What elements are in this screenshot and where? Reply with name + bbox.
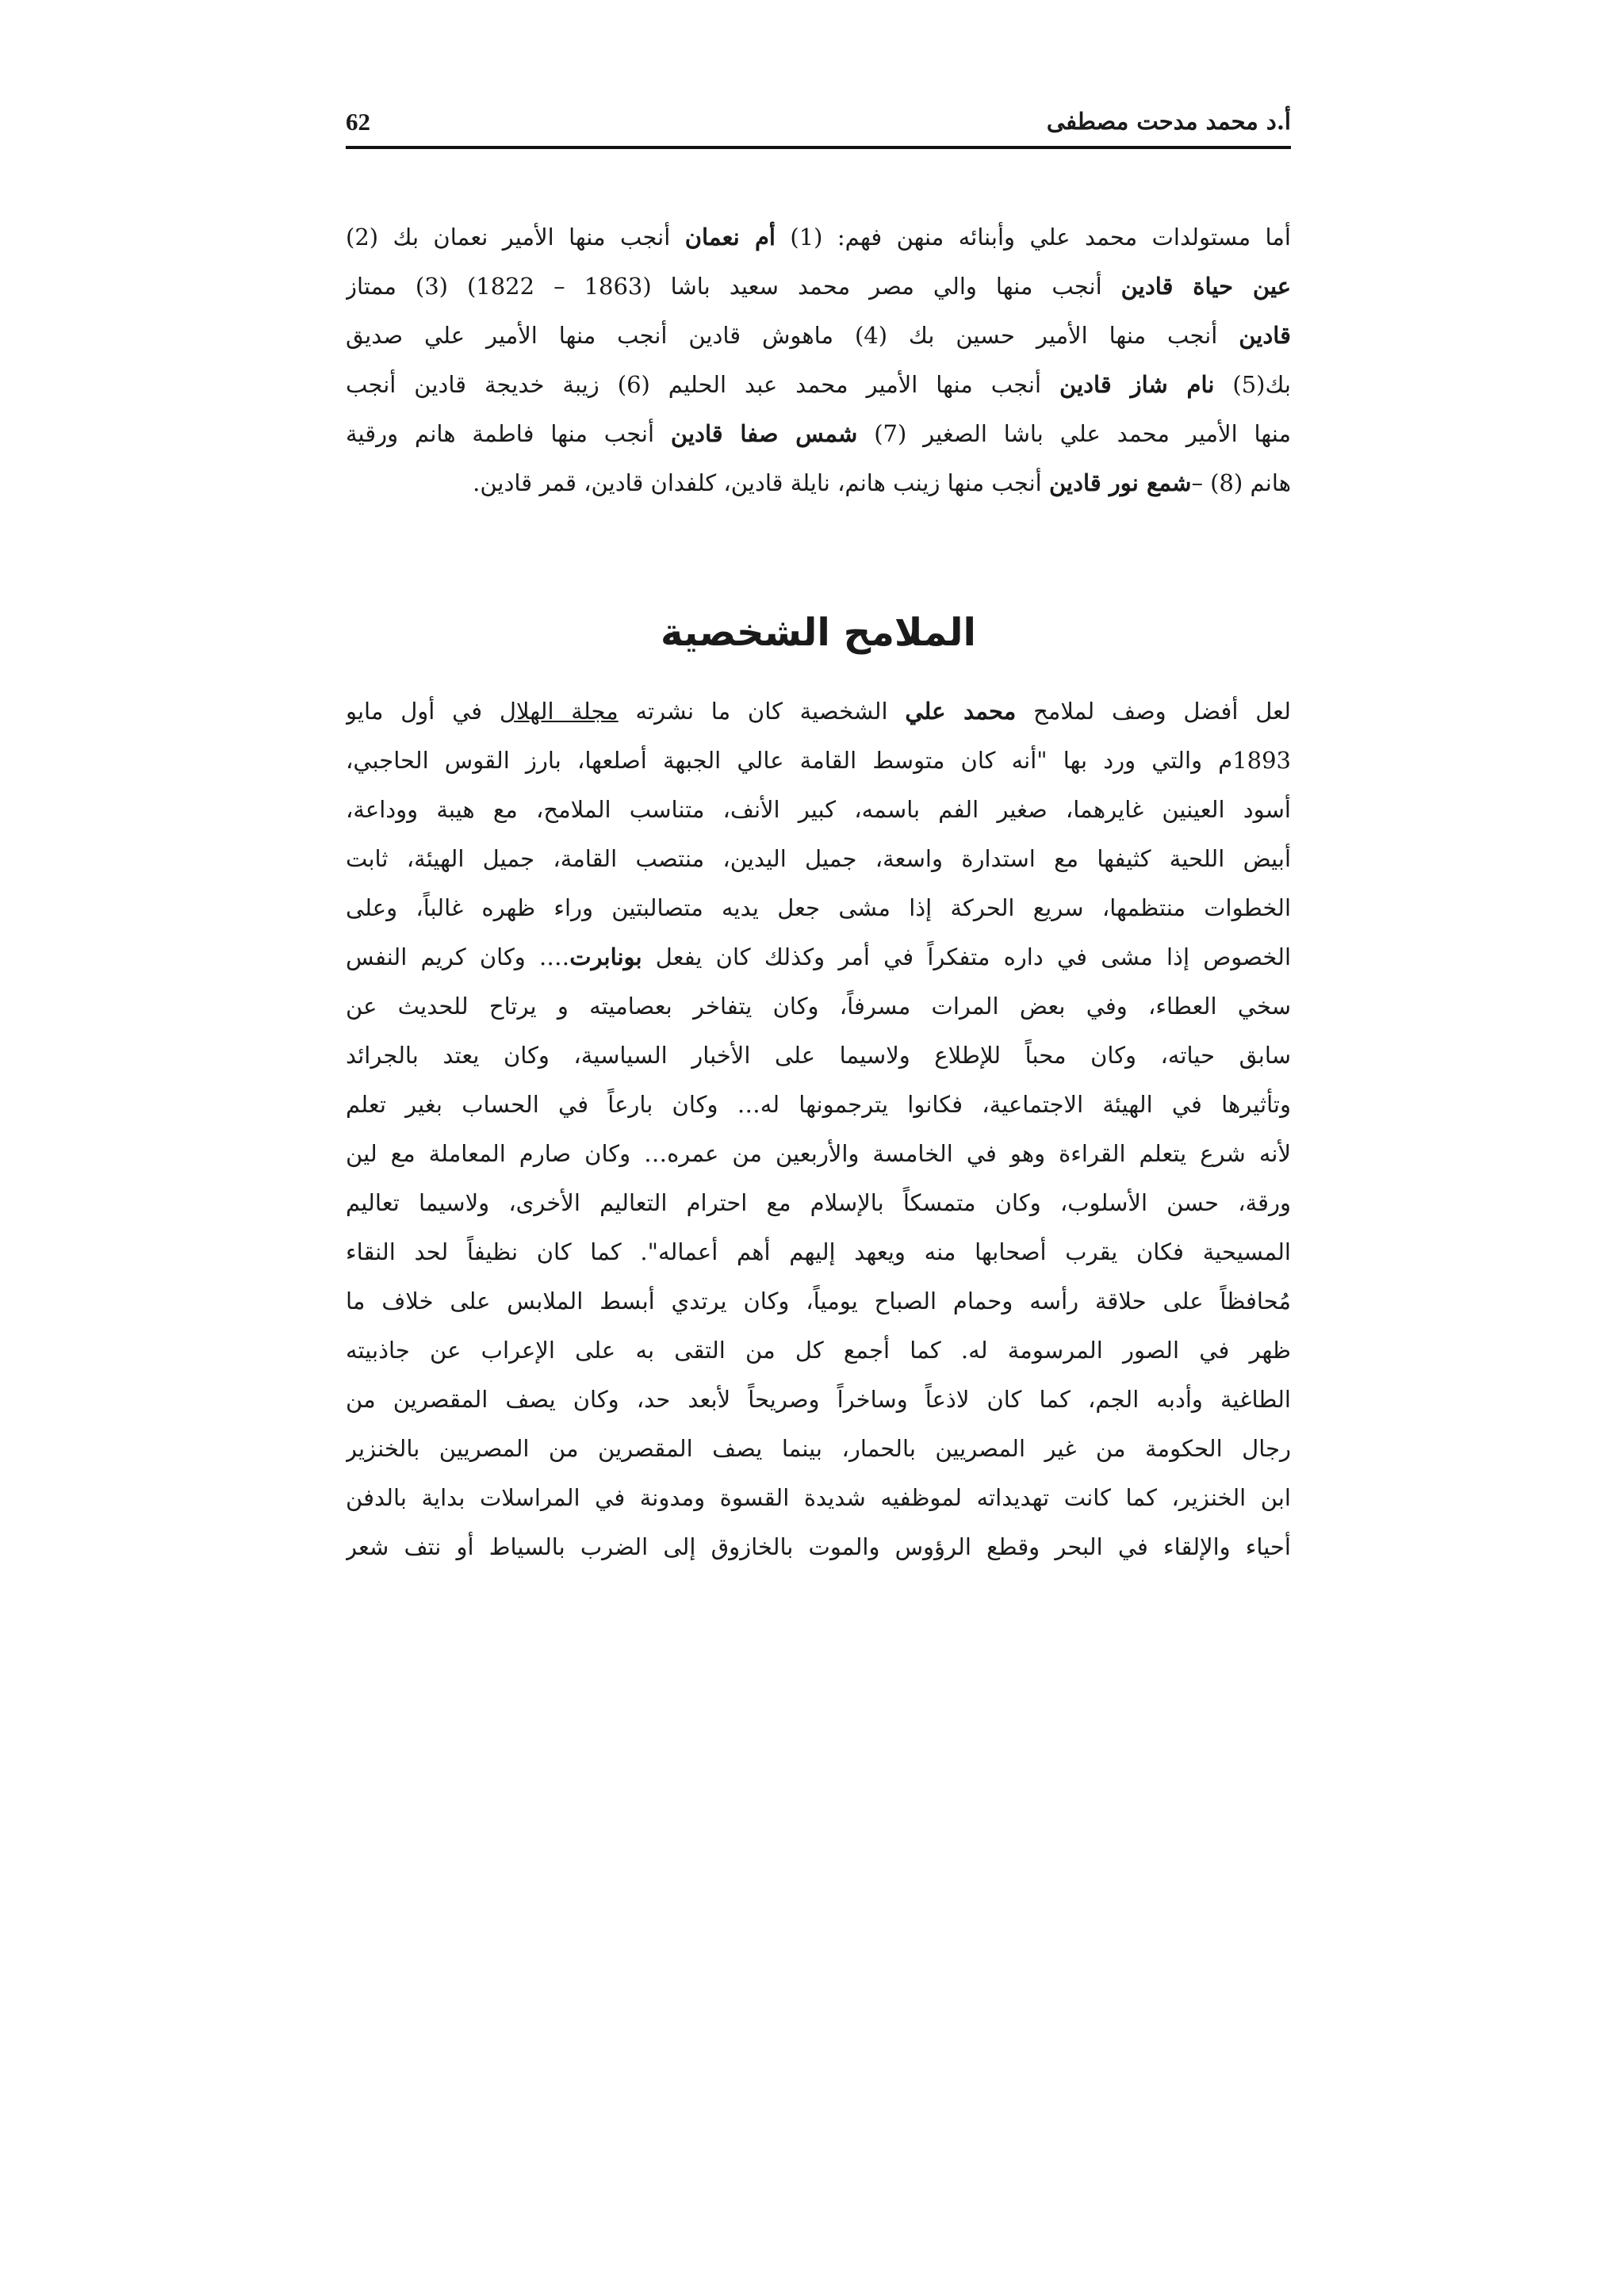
header-divider	[346, 146, 1291, 149]
paragraph-line: لعل أفضل وصف لملامح محمد علي الشخصية كان ما نشرته مجلة الهلال في أول مايو	[346, 698, 1291, 725]
paragraph-line: أحياء والإلقاء في البحر وقطع الرؤوس والموت بالخازوق إلى الضرب بالسياط أو نتف شعر	[346, 1533, 1291, 1560]
paragraph-line: 1893م والتي ورد بها "أنه كان متوسط القامة عالي الجبهة أصلعها، بارز القوس الحاجبي،	[346, 747, 1291, 774]
paragraph-line: الخطوات منتظمها، سريع الحركة إذا مشى جعل يديه متصالبتين وراء ظهره غالباً، وعلى	[346, 894, 1291, 921]
paragraph-line: ابن الخنزير، كما كانت تهديداته لموظفيه شديدة القسوة ومدونة في المراسلات بداية بالدفن	[346, 1484, 1291, 1511]
paragraph-line: قادين أنجب منها الأمير حسين بك (4) ماهوش قادين أنجب منها الأمير علي صديق	[346, 322, 1291, 349]
paragraph-line: المسيحية فكان يقرب أصحابها منه ويعهد إليهم أهم أعماله". كما كان نظيفاً لحد النقاء	[346, 1238, 1291, 1265]
page-header	[346, 101, 1291, 149]
section-title: الملامح الشخصية	[660, 610, 977, 655]
paragraph-line: لأنه شرع يتعلم القراءة وهو في الخامسة والأربعين من عمره… وكان صارم المعاملة مع لين	[346, 1140, 1291, 1167]
paragraph-line: هانم (8) –شمع نور قادين أنجب منها زينب هانم، نايلة قادين، كلفدان قادين، قمر قادين.	[473, 469, 1291, 496]
paragraph-line: سخي العطاء، وفي بعض المرات مسرفاً، وكان يتفاخر بعصاميته و يرتاح للحديث عن	[346, 993, 1291, 1020]
paragraph-line: أسود العينين غايرهما، صغير الفم باسمه، كبير الأنف، متناسب الملامح، مع هيبة ووداعة،	[346, 796, 1291, 823]
paragraph-line: أبيض اللحية كثيفها مع استدارة واسعة، جميل اليدين، منتصب القامة، جميل الهيئة، ثابت	[346, 845, 1291, 872]
paragraph-line: أما مستولدات محمد علي وأبنائه منهن فهم: (1) أم نعمان أنجب منها الأمير نعمان بك (2)	[346, 224, 1291, 251]
paragraph-line: منها الأمير محمد علي باشا الصغير (7) شمس صفا قادين أنجب منها فاطمة هانم ورقية	[346, 420, 1291, 447]
paragraph-line: عين حياة قادين أنجب منها والي مصر محمد سعيد باشا (1863 – 1822) (3) ممتاز	[346, 273, 1291, 300]
magazine-link-text: مجلة الهلال	[499, 698, 619, 725]
intro-paragraph	[346, 212, 1291, 507]
paragraph-line: رجال الحكومة من غير المصريين بالحمار، بينما يصف المقصرين من المصريين بالخنزير	[346, 1435, 1291, 1462]
main-paragraph	[346, 687, 1291, 1571]
paragraph-line: ورقة، حسن الأسلوب، وكان متمسكاً بالإسلام مع احترام التعاليم الأخرى، ولاسيما تعاليم	[346, 1189, 1291, 1216]
running-header-author: أ.د محمد مدحت مصطفى	[1046, 108, 1291, 135]
paragraph-line: وتأثيرها في الهيئة الاجتماعية، فكانوا يترجمونها له… وكان بارعاً في الحساب بغير تعلم	[346, 1091, 1291, 1118]
paragraph-line: الطاغية وأدبه الجم، كما كان لاذعاً وساخراً وصريحاً لأبعد حد، وكان يصف المقصرين من	[346, 1386, 1291, 1413]
paragraph-line: بك(5) نام شاز قادين أنجب منها الأمير محمد عبد الحليم (6) زيبة خديجة قادين أنجب	[346, 371, 1291, 398]
paragraph-line: ظهر في الصور المرسومة له. كما أجمع كل من التقى به على الإعراب عن جاذبيته	[346, 1337, 1291, 1364]
paragraph-line: سابق حياته، وكان محباً للإطلاع ولاسيما على الأخبار السياسية، وكان يعتد بالجرائد	[346, 1042, 1291, 1069]
paragraph-line: مُحافظاً على حلاقة رأسه وحمام الصباح يومياً، وكان يرتدي أبسط الملابس على خلاف ما	[346, 1288, 1291, 1314]
paragraph-line: الخصوص إذا مشى في داره متفكراً في أمر وكذلك كان يفعل بونابرت…. وكان كريم النفس	[346, 943, 1291, 970]
page-number: 62	[346, 108, 370, 136]
